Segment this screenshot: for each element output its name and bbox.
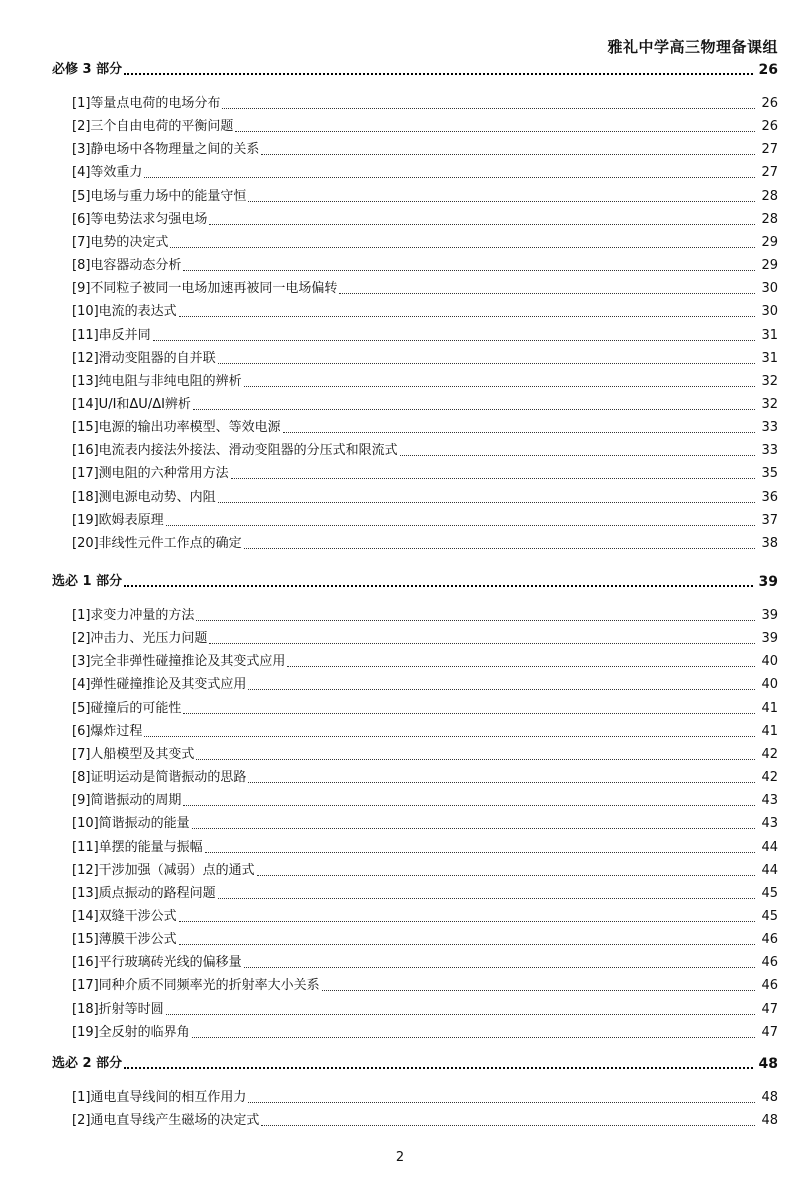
entry-title: [12]滑动变阻器的自并联 xyxy=(72,350,216,366)
section-title: 选必 2 部分 xyxy=(52,1056,123,1071)
leader-dots xyxy=(248,782,755,783)
entry-title: [2]通电直导线产生磁场的决定式 xyxy=(72,1113,260,1128)
entry-title: [16]电流表内接法外接法、滑动变阻器的分压式和限流式 xyxy=(72,443,398,459)
toc-entry[interactable] xyxy=(72,372,778,392)
leader-dots xyxy=(235,131,755,132)
section-page: 48 xyxy=(758,1056,778,1072)
toc-entry[interactable] xyxy=(72,1023,778,1043)
toc-entry[interactable] xyxy=(72,768,778,788)
entry-title: [13]质点振动的路程问题 xyxy=(72,885,216,901)
toc-entry[interactable] xyxy=(72,464,778,484)
section-title: 必修 3 部分 xyxy=(52,62,123,77)
entry-title: [11]单摆的能量与振幅 xyxy=(72,839,203,855)
entry-page: 26 xyxy=(761,119,778,135)
toc-entry[interactable] xyxy=(72,1088,778,1108)
entry-title: [8]证明运动是简谐振动的思路 xyxy=(72,770,247,786)
entry-title: [1]求变力冲量的方法 xyxy=(72,608,195,623)
entry-page: 40 xyxy=(761,677,778,693)
toc-section-1[interactable] xyxy=(52,60,778,80)
entry-page: 31 xyxy=(761,350,778,366)
entry-page: 45 xyxy=(761,908,778,924)
toc-entry[interactable] xyxy=(72,395,778,415)
leader-dots xyxy=(192,828,756,829)
entry-title: [18]折射等时圆 xyxy=(72,1001,164,1017)
toc-entry[interactable] xyxy=(72,441,778,461)
entry-page: 40 xyxy=(761,654,778,670)
leader-dots xyxy=(193,409,756,410)
entry-title: [2]冲击力、光压力问题 xyxy=(72,631,208,647)
leader-dots xyxy=(196,620,755,621)
entry-page: 46 xyxy=(761,978,778,994)
entry-page: 42 xyxy=(761,770,778,786)
leader-dots xyxy=(244,548,756,549)
entry-title: [9]不同粒子被同一电场加速再被同一电场偏转 xyxy=(72,281,338,297)
toc-entry[interactable] xyxy=(72,675,778,695)
entry-page: 46 xyxy=(761,932,778,948)
toc-entry[interactable] xyxy=(72,140,778,160)
entry-title: [14]双缝干涉公式 xyxy=(72,908,177,924)
entry-page: 36 xyxy=(761,489,778,505)
leader-dots xyxy=(179,921,756,922)
toc-entry[interactable] xyxy=(72,326,778,346)
entry-page: 46 xyxy=(761,955,778,971)
entry-title: [6]爆炸过程 xyxy=(72,723,143,739)
entry-title: [4]弹性碰撞推论及其变式应用 xyxy=(72,677,247,693)
entry-page: 38 xyxy=(761,535,778,551)
leader-dots xyxy=(205,852,756,853)
entry-page: 27 xyxy=(761,142,778,158)
entry-title: [11]串反并同 xyxy=(72,327,151,343)
entry-title: [13]纯电阻与非纯电阻的辨析 xyxy=(72,373,242,389)
toc-entry[interactable] xyxy=(72,629,778,649)
entry-page: 30 xyxy=(761,304,778,320)
leader-dots xyxy=(196,759,755,760)
toc-entry[interactable] xyxy=(72,210,778,230)
leader-dots xyxy=(287,666,755,667)
leader-dots xyxy=(231,478,756,479)
toc-entry[interactable] xyxy=(72,930,778,950)
entry-page: 44 xyxy=(761,862,778,878)
entry-page: 30 xyxy=(761,281,778,297)
leader-dots xyxy=(261,154,755,155)
leader-dots xyxy=(166,1014,756,1015)
toc-entry[interactable] xyxy=(72,814,778,834)
entry-page: 39 xyxy=(761,631,778,647)
toc-entry[interactable] xyxy=(72,861,778,881)
toc-entry[interactable] xyxy=(72,722,778,742)
toc-entry[interactable] xyxy=(72,256,778,276)
entry-title: [19]全反射的临界角 xyxy=(72,1024,190,1040)
toc-entry[interactable] xyxy=(72,606,778,626)
entry-title: [7]电势的决定式 xyxy=(72,234,169,250)
entry-page: 41 xyxy=(761,723,778,739)
leader-dots xyxy=(209,224,755,225)
section-title: 选必 1 部分 xyxy=(52,574,123,589)
toc-entry[interactable] xyxy=(72,534,778,554)
entry-title: [5]电场与重力场中的能量守恒 xyxy=(72,188,247,204)
leader-dots xyxy=(166,525,756,526)
toc-entry[interactable] xyxy=(72,117,778,137)
entry-title: [4]等效重力 xyxy=(72,165,143,181)
leader-dots xyxy=(124,73,752,75)
entry-title: [7]人船模型及其变式 xyxy=(72,746,195,762)
leader-dots xyxy=(248,201,755,202)
entry-title: [10]简谐振动的能量 xyxy=(72,816,190,832)
toc-entry[interactable] xyxy=(72,1111,778,1131)
entry-title: [5]碰撞后的可能性 xyxy=(72,700,182,716)
leader-dots xyxy=(209,643,755,644)
entry-page: 35 xyxy=(761,466,778,482)
entry-title: [12]干涉加强（减弱）点的通式 xyxy=(72,862,255,878)
toc-entry[interactable] xyxy=(72,953,778,973)
leader-dots xyxy=(179,944,756,945)
toc-entry[interactable] xyxy=(72,94,778,114)
entry-title: [8]电容器动态分析 xyxy=(72,258,182,274)
entry-page: 27 xyxy=(761,165,778,181)
leader-dots xyxy=(244,967,756,968)
entry-page: 28 xyxy=(761,211,778,227)
leader-dots xyxy=(400,455,756,456)
entry-title: [1]等量点电荷的电场分布 xyxy=(72,96,221,111)
entry-page: 29 xyxy=(761,258,778,274)
toc-entry[interactable] xyxy=(72,838,778,858)
entry-page: 45 xyxy=(761,885,778,901)
leader-dots xyxy=(170,247,755,248)
toc-entry[interactable] xyxy=(72,652,778,672)
leader-dots xyxy=(218,363,756,364)
entry-page: 47 xyxy=(761,1001,778,1017)
entry-title: [14]U/I和ΔU/ΔI辨析 xyxy=(72,396,191,412)
leader-dots xyxy=(244,386,756,387)
entry-title: [3]完全非弹性碰撞推论及其变式应用 xyxy=(72,654,286,670)
leader-dots xyxy=(248,1102,755,1103)
leader-dots xyxy=(339,293,755,294)
entry-page: 26 xyxy=(761,96,778,111)
entry-title: [20]非线性元件工作点的确定 xyxy=(72,535,242,551)
entry-page: 42 xyxy=(761,746,778,762)
toc-entry[interactable] xyxy=(72,1000,778,1020)
entry-title: [10]电流的表达式 xyxy=(72,304,177,320)
entry-page: 43 xyxy=(761,793,778,809)
toc-entry[interactable] xyxy=(72,976,778,996)
entry-page: 48 xyxy=(761,1113,778,1128)
toc-entry[interactable] xyxy=(72,791,778,811)
leader-dots xyxy=(183,713,755,714)
leader-dots xyxy=(124,1067,752,1069)
entry-page: 33 xyxy=(761,420,778,436)
entry-page: 43 xyxy=(761,816,778,832)
entry-page: 47 xyxy=(761,1024,778,1040)
entry-page: 37 xyxy=(761,512,778,528)
entry-page: 29 xyxy=(761,234,778,250)
entry-title: [16]平行玻璃砖光线的偏移量 xyxy=(72,955,242,971)
entry-title: [2]三个自由电荷的平衡问题 xyxy=(72,119,234,135)
entry-title: [1]通电直导线间的相互作用力 xyxy=(72,1090,247,1105)
entry-page: 41 xyxy=(761,700,778,716)
leader-dots xyxy=(322,990,756,991)
toc-section-3[interactable] xyxy=(52,1054,778,1074)
entry-title: [17]测电阻的六种常用方法 xyxy=(72,466,229,482)
entry-title: [19]欧姆表原理 xyxy=(72,512,164,528)
leader-dots xyxy=(183,805,755,806)
entry-title: [15]电源的输出功率模型、等效电源 xyxy=(72,420,281,436)
leader-dots xyxy=(153,340,756,341)
toc-entry[interactable] xyxy=(72,349,778,369)
entry-page: 28 xyxy=(761,188,778,204)
entry-page: 44 xyxy=(761,839,778,855)
toc-entry[interactable] xyxy=(72,163,778,183)
toc-entry[interactable] xyxy=(72,233,778,253)
entry-page: 33 xyxy=(761,443,778,459)
toc-entry[interactable] xyxy=(72,302,778,322)
toc-entry[interactable] xyxy=(72,488,778,508)
entry-page: 32 xyxy=(761,396,778,412)
page-number: 2 xyxy=(395,1150,405,1165)
page-header: 雅礼中学高三物理备课组 xyxy=(607,38,778,56)
entry-page: 39 xyxy=(761,608,778,623)
entry-title: [17]同种介质不同频率光的折射率大小关系 xyxy=(72,978,320,994)
leader-dots xyxy=(144,177,755,178)
leader-dots xyxy=(124,585,752,587)
entry-title: [18]测电源电动势、内阻 xyxy=(72,489,216,505)
toc-entry[interactable] xyxy=(72,884,778,904)
toc-entry[interactable] xyxy=(72,699,778,719)
toc-entry[interactable] xyxy=(72,279,778,299)
toc-entry[interactable] xyxy=(72,511,778,531)
leader-dots xyxy=(144,736,755,737)
toc-section-2[interactable] xyxy=(52,572,778,592)
leader-dots xyxy=(218,502,756,503)
leader-dots xyxy=(261,1125,755,1126)
section-page: 26 xyxy=(758,62,778,78)
entry-page: 32 xyxy=(761,373,778,389)
toc-entry[interactable] xyxy=(72,418,778,438)
leader-dots xyxy=(283,432,756,433)
toc-entry[interactable] xyxy=(72,745,778,765)
entry-title: [15]薄膜干涉公式 xyxy=(72,932,177,948)
entry-title: [9]简谐振动的周期 xyxy=(72,793,182,809)
section-page: 39 xyxy=(758,574,778,590)
entry-page: 48 xyxy=(761,1090,778,1105)
leader-dots xyxy=(222,108,755,109)
entry-title: [6]等电势法求匀强电场 xyxy=(72,211,208,227)
leader-dots xyxy=(218,898,756,899)
leader-dots xyxy=(248,689,755,690)
entry-page: 31 xyxy=(761,327,778,343)
leader-dots xyxy=(179,316,756,317)
entry-title: [3]静电场中各物理量之间的关系 xyxy=(72,142,260,158)
leader-dots xyxy=(192,1037,756,1038)
toc-entry[interactable] xyxy=(72,907,778,927)
toc-entry[interactable] xyxy=(72,187,778,207)
leader-dots xyxy=(183,270,755,271)
leader-dots xyxy=(257,875,756,876)
